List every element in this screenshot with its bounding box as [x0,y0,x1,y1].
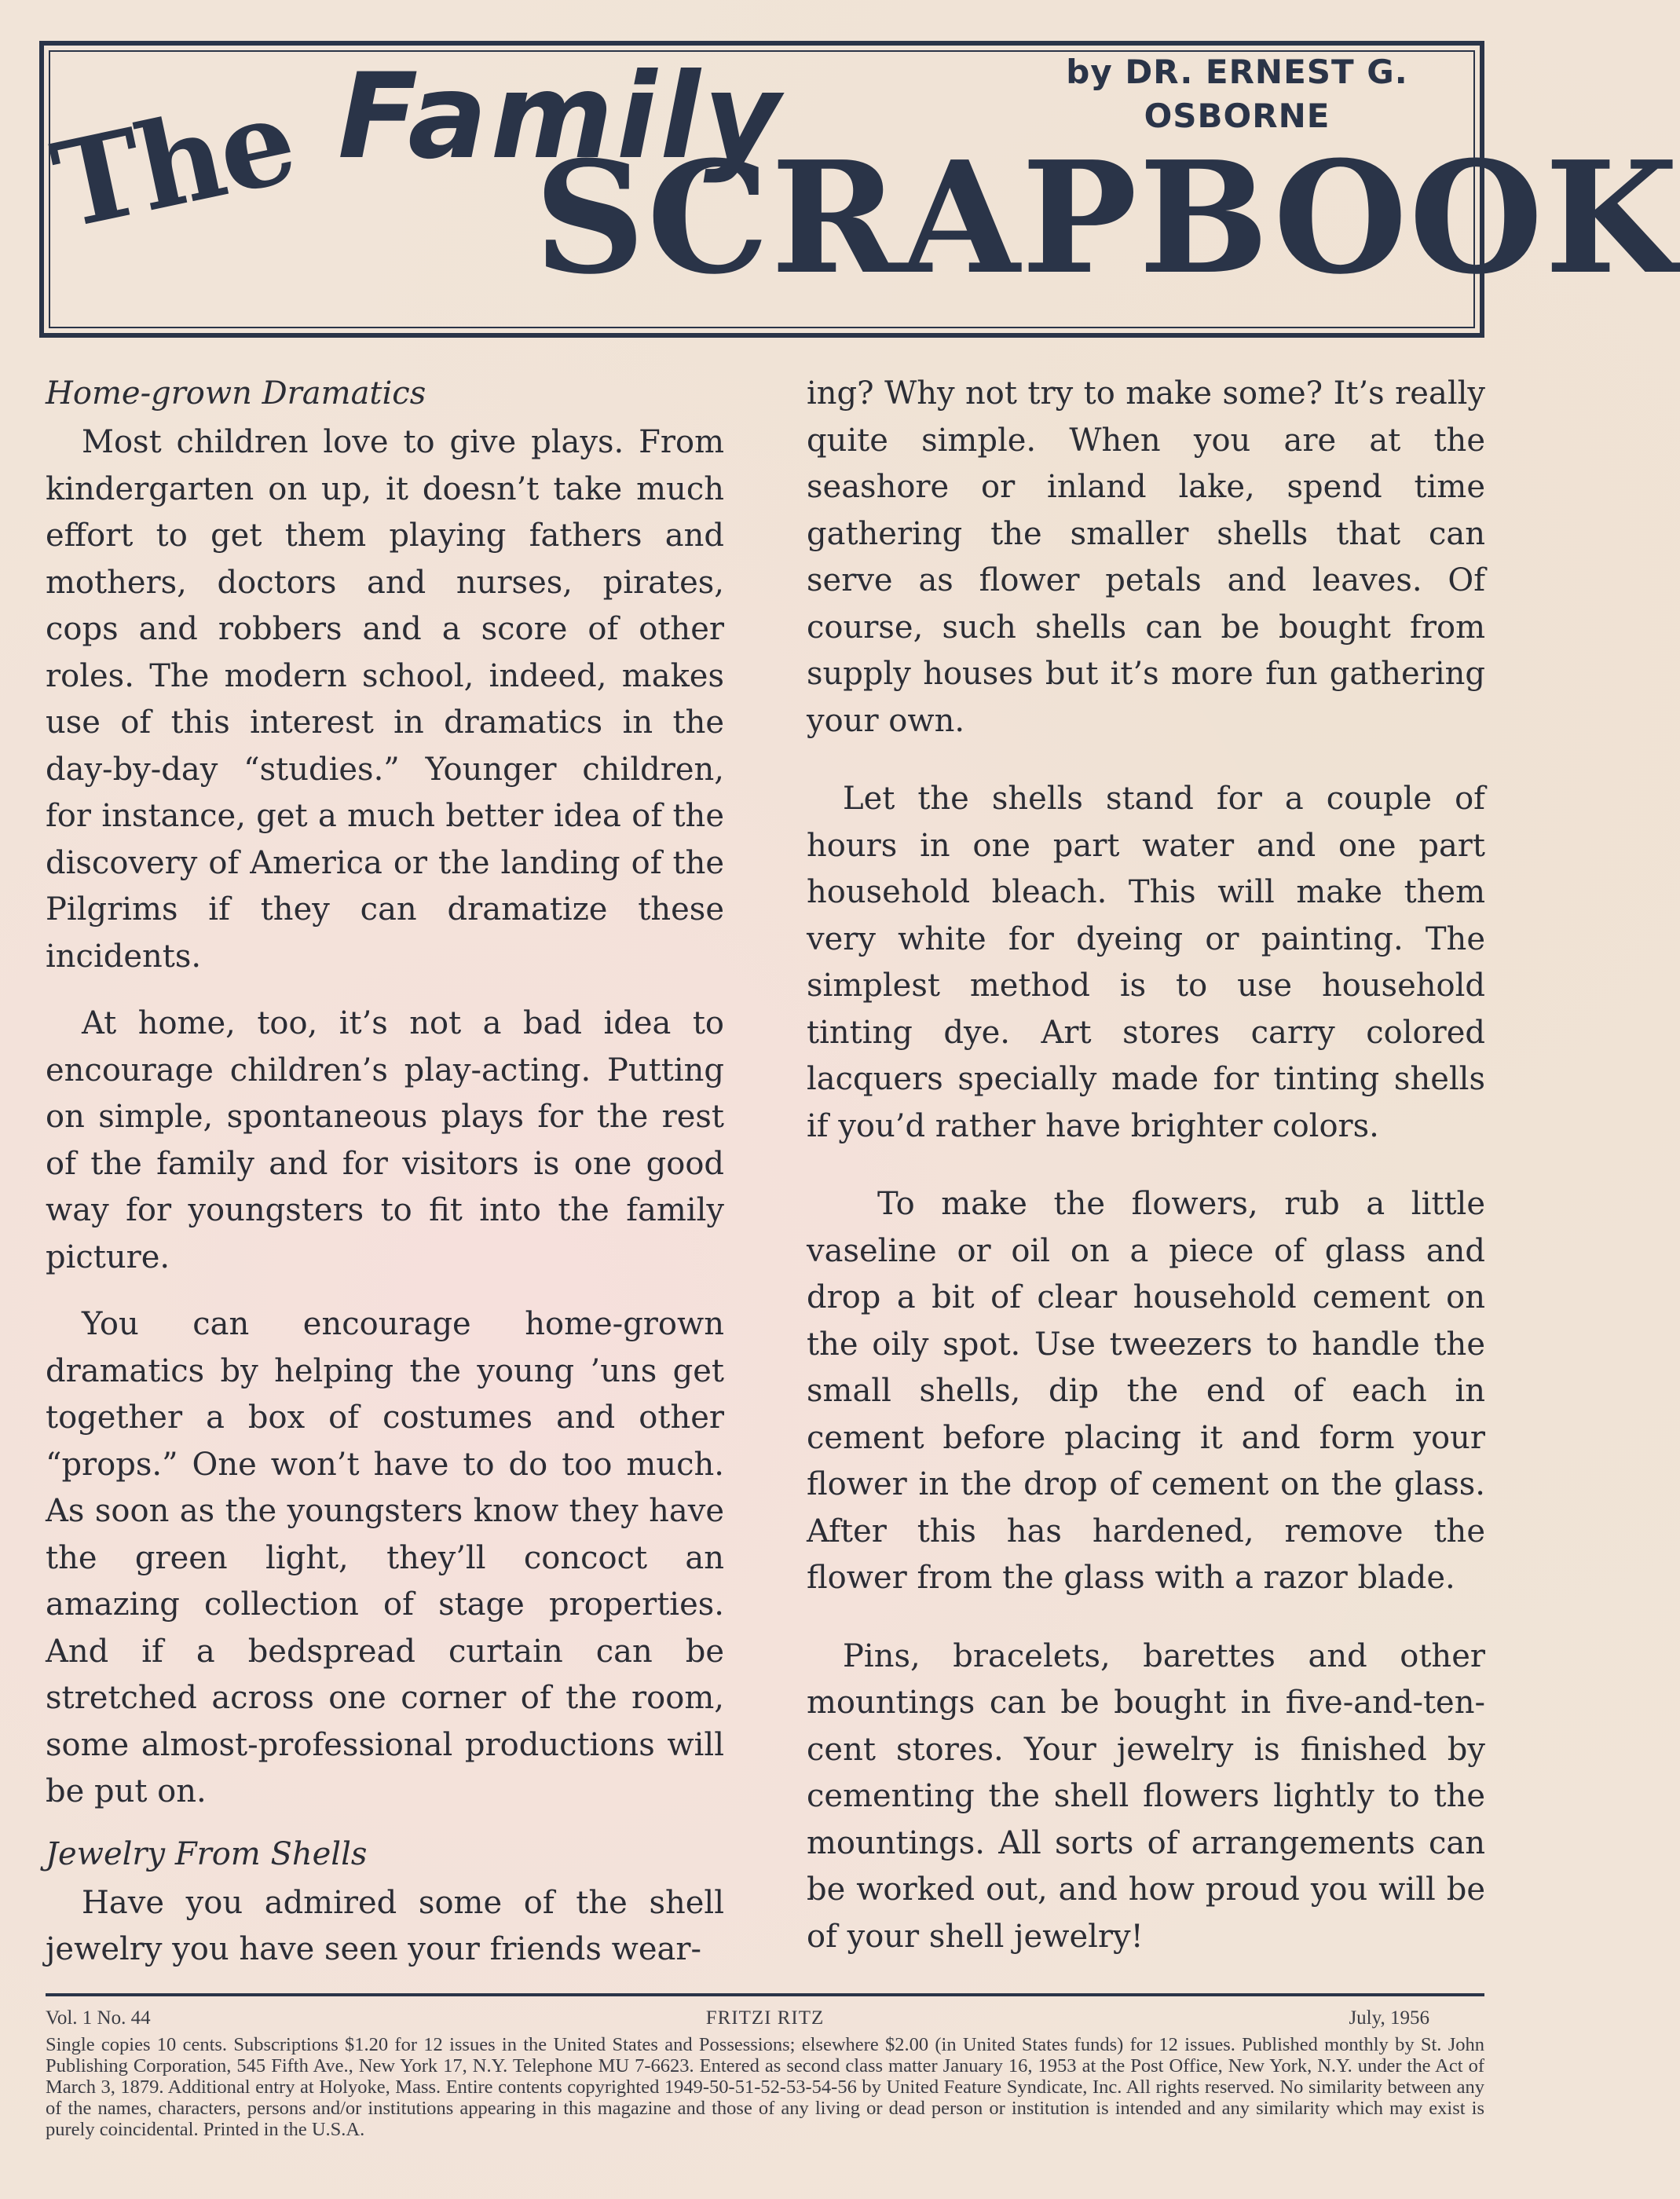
paragraph: To make the flowers, rub a little vaseline or oil on a piece of glass and drop a bit of clear household cement on the oily spot. Use tweezers to handle the small shells, dip the end of each in cement before placing it and form your flower in the drop of cement on the glass. After this has hardened, remove the flower from the glass with a razor blade. [807,1186,1485,1596]
paragraph: ing? Why not try to make some? It’s really quite simple. When you are at the seashore or inland lake, spend time gathering the smaller shells that can serve as flower petals and leaves. Of course, such shells can be bought from supply houses but it’s more fun gathering your own. [807,375,1485,739]
paragraph: You can encourage home-grown dramatics by helping the young ’uns get together a box of costumes and other “props.” One won’t have to do too much. As soon as the youngsters know they have the green light, they’ll concoct an amazing collection of stage properties. And if a bedspread curtain can be stretched across one corner of the room, some almost-professional productions will be put on. [46,1306,724,1809]
title-word-scrapbook: SCRAPBOOK [534,128,1680,309]
footer-masthead [46,2007,1484,2031]
byline-line-2: OSBORNE [1144,97,1330,135]
title-word-the: The [42,71,305,257]
paragraph: Most children love to give plays. From kindergarten on up, it doesn’t take much effort to get them playing fathers and mothers, doctors and nurses, pirates, cops and robbers and a score of other roles. The modern school, indeed, makes use of this interest in dramatics in the day-by-day “studies.” Younger children, for instance, get a much better idea of the discovery of America or the landing of the Pilgrims if they can dramatize these incidents. [46,424,724,975]
paragraph: At home, too, it’s not a bad idea to encourage children’s play-acting. Putting on simple, spontaneous plays for the rest of the family and for visitors is one good way for youngsters to fit into the family picture. [46,1005,724,1275]
author-byline [1052,50,1422,138]
paragraph: Pins, bracelets, barettes and other mountings can be bought in five-and-ten-cent stores. Your jewelry is finished by cementing the shell flowers lightly to the mountings. All sorts of arrangements can be worked out, and how proud you will be of your shell jewelry! [807,1637,1485,1955]
magazine-name: FRITZI RITZ [705,2007,825,2029]
section-heading-dramatics: Home-grown Dramatics [46,375,426,412]
section-heading-jewelry: Jewelry From Shells [46,1835,368,1872]
issue-date: July, 1956 [1349,2007,1429,2029]
footer-divider [46,1993,1484,1996]
byline-line-1: by DR. ERNEST G. [1066,53,1408,91]
publication-notice: Single copies 10 cents. Subscriptions $1.20 for 12 issues in the United States and Possessions; elsewhere $2.00 (in United States funds) for 12 issues. Published monthly by St. John Publishing Corporation, 545 Fifth Ave., New York 17, N.Y. Telephone MU 7-6623. Entered as second class matter January 16, 1953 at the Post Office, New York, N.Y. under the Act of March 3, 1879. Additional entry at Holyoke, Mass. Entire contents copyrighted 1949-50-51-52-53-54-56 by United Feature Syndicate, Inc. All rights reserved. No similarity between any of the names, characters, persons and/or institutions appearing in this magazine and those of any living or dead person or institution is intended and any similarity which may exist is purely coincidental. Printed in the U.S.A. [46,2034,1484,2140]
right-column [807,371,1485,1992]
left-column [46,369,724,2005]
volume-number: Vol. 1 No. 44 [46,2007,151,2029]
paragraph: Let the shells stand for a couple of hours in one part water and one part household bleach. This will make them very white for dyeing or painting. The simplest method is to use household tinting dye. Art stores carry colored lacquers specially made for tinting shells if you’d rather have brighter colors. [807,781,1485,1144]
title-word-family: Family [338,49,784,185]
paragraph: Have you admired some of the shell jewelry you have seen your friends wear- [46,1884,724,1967]
